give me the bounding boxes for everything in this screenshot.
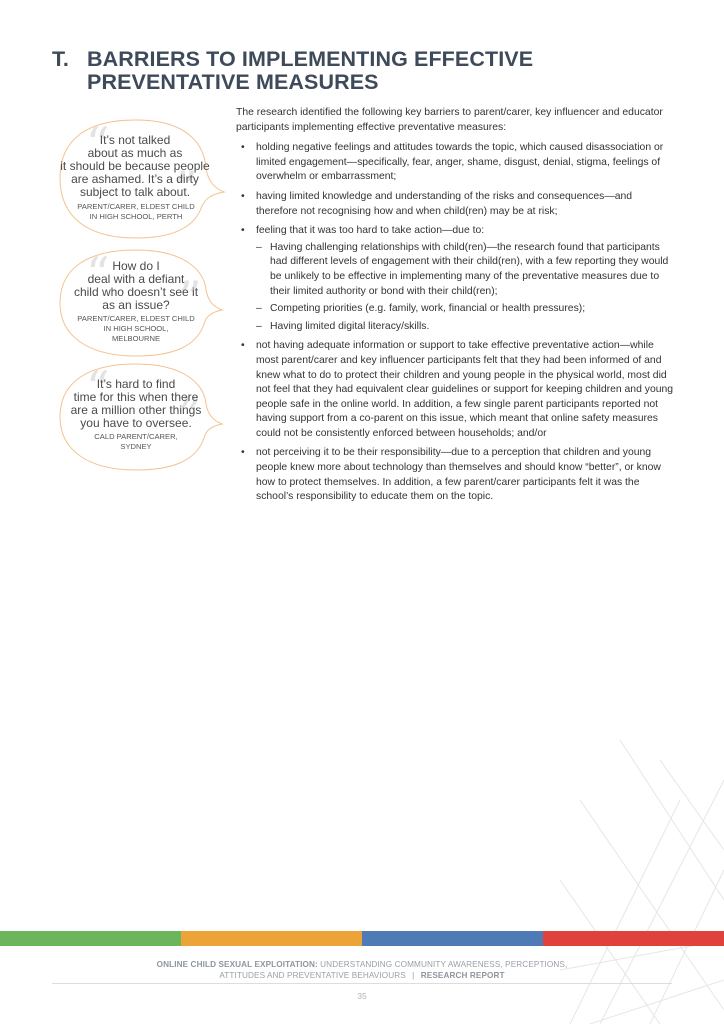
footer-separator: | [412, 971, 415, 980]
sub-list-item: – Having limited digital literacy/skills. [256, 320, 676, 335]
barriers-list [236, 141, 676, 505]
quote-attribution: PARENT/CARER, ELDEST CHILD IN HIGH SCHOOL, PERTH [77, 202, 195, 221]
quote-bubble-2 [56, 248, 216, 360]
quote-text: It’s hard to find time for this when there are a million other things you have to oversee. [70, 377, 202, 430]
list-item: • not having adequate information or support to take effective preventative action—while most parent/carer and key influencer participants felt that they had been informed of and knew what to do to protect their children and young people in the physical world, most did not feel that they had equivalent clear guidelines or support for keeping children and young people safe in the online world. In addition, a few single parent participants reported not having support from a co-parent on this issue, which meant that online safety measures could not be consistently enforced between households; and/or [236, 339, 676, 441]
color-bar-blue [362, 931, 543, 946]
section-letter: T. [52, 47, 69, 71]
footer-report-label: RESEARCH REPORT [420, 971, 505, 980]
sub-list [256, 241, 676, 335]
sub-list-item: – Competing priorities (e.g. family, work, financial or health pressures); [256, 302, 676, 317]
quote-bubble-3 [56, 362, 216, 474]
list-item-text: feeling that it was too hard to take action—due to: [256, 225, 485, 237]
color-bar-green [0, 931, 181, 946]
list-item: • having limited knowledge and understanding of the risks and consequences—and therefore not recognising how and when child(ren) may be at risk; [236, 190, 676, 219]
intro-paragraph: The research identified the following key barriers to parent/carer, key influencer and educator participants implementing effective preventative measures: [236, 107, 663, 133]
list-item [236, 224, 676, 334]
open-quote-mark: “ [86, 247, 110, 301]
quote-text: It’s not talked about as much as it should be because people are ashamed. It’s a dirty subject to talk about. [60, 133, 210, 199]
color-bar-red [543, 931, 724, 946]
footer-title [120, 959, 604, 981]
quote-attribution: CALD PARENT/CARER, SYDNEY [94, 432, 178, 451]
footer-divider [52, 983, 672, 984]
decorative-line-pattern [560, 740, 724, 1024]
quote-text: How do I deal with a defiant child who doesn’t see it as an issue? [73, 259, 199, 312]
close-quote-mark: ” [174, 161, 198, 215]
close-quote-mark: ” [178, 271, 202, 325]
section-title: BARRIERS TO IMPLEMENTING EFFECTIVE PREVENTATIVE MEASURES [87, 47, 534, 94]
body-text [236, 106, 676, 510]
section-heading [52, 48, 672, 94]
list-item: • not perceiving it to be their responsibility—due to a perception that children and young people knew more about technology than themselves and should know “better”, or know how to protect themselves. In addition, a few parent/carer participants felt it was the school’s responsibility to educate them on the topic. [236, 446, 676, 504]
color-bar-orange [181, 931, 362, 946]
list-item: • holding negative feelings and attitudes towards the topic, which caused disassociation or limited engagement—specifically, fear, anger, shame, disgust, denial, stigma, feelings of overwhelm or embarrassment; [236, 141, 676, 185]
footer-subtitle-1: UNDERSTANDING COMMUNITY AWARENESS, PERCEPTIONS, [320, 960, 568, 969]
sub-list-item: – Having challenging relationships with child(ren)—the research found that participants had different levels of engagement with their child(ren), with a few reporting they would be unlikely to be effective in implementing many of the preventative measures due to their limited authority or bond with their child(ren); [256, 241, 676, 299]
close-quote-mark: ” [178, 387, 202, 441]
quote-attribution: PARENT/CARER, ELDEST CHILD IN HIGH SCHOOL, MELBOURNE [77, 314, 195, 343]
footer-bold-title: ONLINE CHILD SEXUAL EXPLOITATION: [156, 960, 318, 969]
page-number: 35 [357, 991, 367, 1001]
quote-bubble-1 [56, 118, 216, 242]
footer-subtitle-2: ATTITUDES AND PREVENTATIVE BEHAVIOURS [219, 971, 406, 980]
open-quote-mark: “ [86, 117, 110, 171]
open-quote-mark: “ [86, 361, 110, 415]
